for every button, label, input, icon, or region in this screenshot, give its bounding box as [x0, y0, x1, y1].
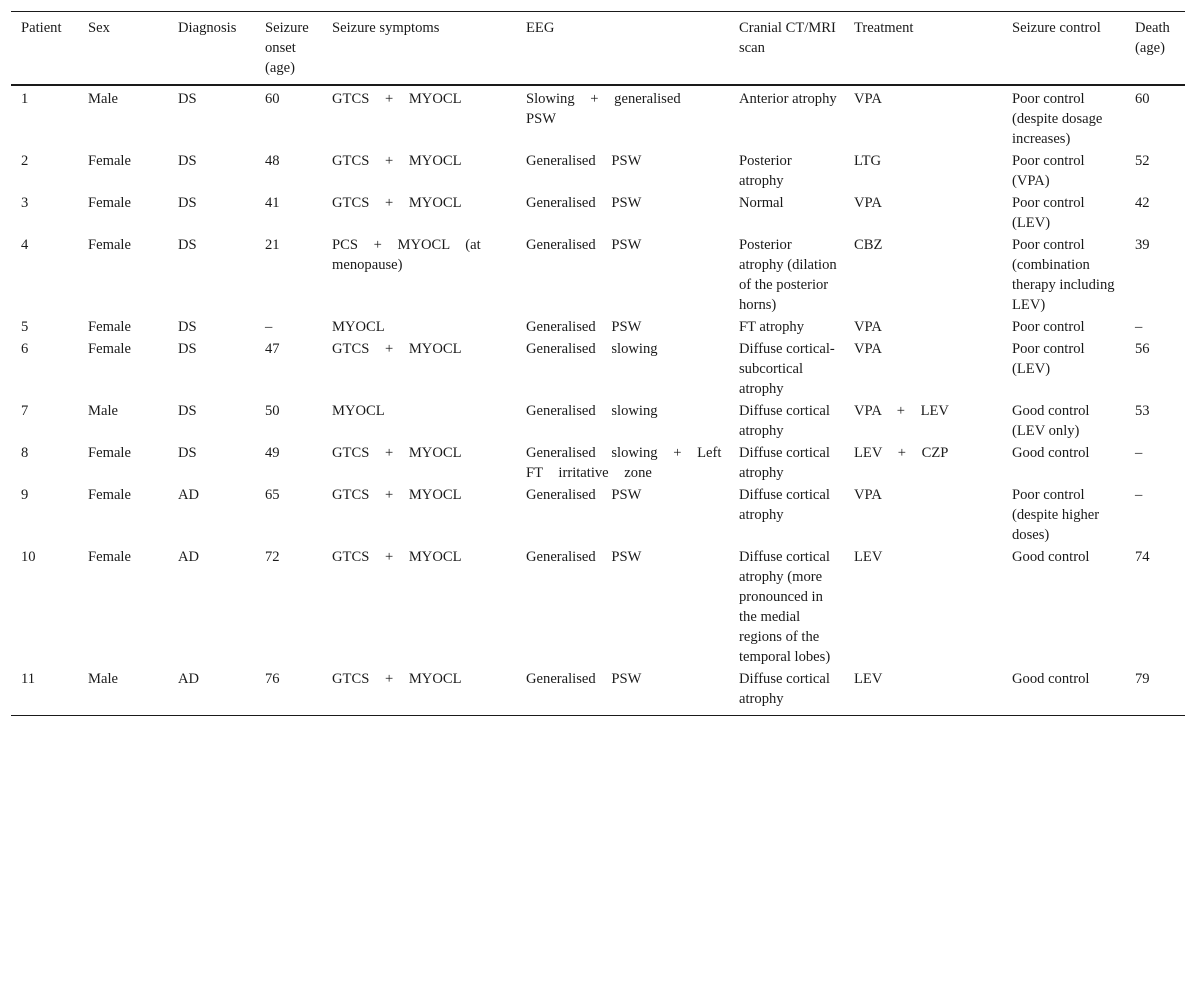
header-seizure-control: Seizure control: [1012, 20, 1101, 36]
cell-diagnosis: AD: [178, 671, 200, 687]
cell-seizure-control: Good control (LEV only): [1012, 403, 1090, 439]
cell-eeg: Generalised slowing: [526, 341, 658, 357]
cell-eeg: Generalised PSW: [526, 237, 642, 253]
cell-treatment: LEV + CZP: [854, 445, 949, 461]
cell-seizure-onset: 49: [265, 445, 280, 461]
cell-seizure-onset: 65: [265, 487, 280, 503]
cell-sex: Female: [88, 319, 131, 335]
cell-seizure-symptoms: GTCS + MYOCL: [332, 153, 462, 169]
cell-eeg: Generalised PSW: [526, 319, 642, 335]
table-row: [11, 85, 1185, 149]
cell-ct-mri: FT atrophy: [739, 319, 804, 335]
cell-seizure-onset: 50: [265, 403, 280, 419]
cell-sex: Male: [88, 671, 118, 687]
patient-table: [11, 11, 1185, 716]
table-row: [11, 545, 1185, 667]
table-row: [11, 315, 1185, 337]
cell-seizure-control: Poor control (combination therapy including LEV): [1012, 237, 1115, 313]
cell-seizure-control: Poor control (despite dosage increases): [1012, 91, 1103, 147]
cell-seizure-control: Poor control (LEV): [1012, 341, 1085, 377]
cell-death-age: 52: [1135, 153, 1150, 169]
cell-death-age: 53: [1135, 403, 1150, 419]
cell-ct-mri: Normal: [739, 195, 784, 211]
cell-seizure-onset: 60: [265, 91, 280, 107]
cell-diagnosis: AD: [178, 549, 200, 565]
cell-treatment: VPA: [854, 319, 882, 335]
header-row: [11, 12, 1185, 86]
patient-table-container: [11, 11, 1185, 716]
cell-eeg: Generalised PSW: [526, 549, 642, 565]
cell-diagnosis: DS: [178, 319, 197, 335]
cell-patient: 4: [21, 237, 29, 253]
cell-ct-mri: Diffuse cortical atrophy: [739, 671, 830, 707]
cell-seizure-symptoms: GTCS + MYOCL: [332, 671, 462, 687]
cell-sex: Female: [88, 195, 131, 211]
cell-seizure-control: Good control: [1012, 445, 1090, 461]
cell-death-age: –: [1135, 319, 1143, 335]
header-sex: Sex: [88, 20, 110, 36]
cell-treatment: VPA: [854, 91, 882, 107]
cell-treatment: LEV: [854, 549, 883, 565]
header-eeg: EEG: [526, 20, 555, 36]
header-seizure-symptoms: Seizure symptoms: [332, 20, 440, 36]
cell-eeg: Generalised PSW: [526, 487, 642, 503]
table-row: [11, 191, 1185, 233]
cell-eeg: Generalised PSW: [526, 153, 642, 169]
table-row: [11, 483, 1185, 545]
cell-seizure-onset: 21: [265, 237, 280, 253]
cell-patient: 1: [21, 91, 29, 107]
cell-treatment: LTG: [854, 153, 882, 169]
header-death-age: Death (age): [1135, 20, 1170, 56]
header-diagnosis: Diagnosis: [178, 20, 237, 36]
cell-seizure-onset: 76: [265, 671, 280, 687]
cell-seizure-symptoms: GTCS + MYOCL: [332, 341, 462, 357]
cell-eeg: Generalised PSW: [526, 195, 642, 211]
cell-death-age: 42: [1135, 195, 1150, 211]
cell-seizure-onset: –: [265, 319, 273, 335]
cell-ct-mri: Diffuse cortical atrophy: [739, 445, 830, 481]
cell-ct-mri: Diffuse cortical atrophy (more pronounced in the medial regions of the temporal lobes): [739, 549, 831, 665]
cell-eeg: Generalised slowing: [526, 403, 658, 419]
cell-sex: Female: [88, 487, 131, 503]
header-seizure-onset: Seizure onset (age): [265, 20, 309, 76]
cell-seizure-onset: 48: [265, 153, 280, 169]
cell-diagnosis: AD: [178, 487, 200, 503]
cell-eeg: Generalised slowing + Left FT irritative zone: [526, 445, 722, 481]
cell-ct-mri: Posterior atrophy: [739, 153, 792, 189]
cell-diagnosis: DS: [178, 341, 197, 357]
cell-patient: 2: [21, 153, 29, 169]
cell-seizure-onset: 72: [265, 549, 280, 565]
cell-diagnosis: DS: [178, 403, 197, 419]
cell-death-age: –: [1135, 487, 1143, 503]
cell-seizure-control: Poor control (LEV): [1012, 195, 1085, 231]
cell-ct-mri: Anterior atrophy: [739, 91, 837, 107]
cell-seizure-symptoms: PCS + MYOCL (at menopause): [332, 237, 481, 273]
cell-ct-mri: Posterior atrophy (dilation of the posterior horns): [739, 237, 837, 313]
cell-ct-mri: Diffuse cortical atrophy: [739, 487, 830, 523]
table-row: [11, 233, 1185, 315]
cell-death-age: 74: [1135, 549, 1150, 565]
cell-patient: 3: [21, 195, 29, 211]
cell-treatment: CBZ: [854, 237, 883, 253]
cell-treatment: VPA + LEV: [854, 403, 949, 419]
header-ct-mri: Cranial CT/MRI scan: [739, 20, 836, 56]
cell-seizure-control: Good control: [1012, 549, 1090, 565]
cell-patient: 7: [21, 403, 29, 419]
cell-diagnosis: DS: [178, 153, 197, 169]
cell-sex: Female: [88, 445, 131, 461]
cell-seizure-control: Good control: [1012, 671, 1090, 687]
table-body: [11, 85, 1185, 716]
cell-sex: Male: [88, 403, 118, 419]
cell-seizure-control: Poor control (VPA): [1012, 153, 1085, 189]
cell-seizure-onset: 47: [265, 341, 280, 357]
cell-sex: Female: [88, 341, 131, 357]
cell-death-age: 39: [1135, 237, 1150, 253]
cell-ct-mri: Diffuse cortical atrophy: [739, 403, 830, 439]
cell-seizure-symptoms: GTCS + MYOCL: [332, 91, 462, 107]
cell-diagnosis: DS: [178, 445, 197, 461]
cell-seizure-symptoms: GTCS + MYOCL: [332, 487, 462, 503]
cell-treatment: VPA: [854, 341, 882, 357]
table-row: [11, 149, 1185, 191]
cell-seizure-symptoms: MYOCL: [332, 319, 385, 335]
cell-diagnosis: DS: [178, 91, 197, 107]
cell-sex: Female: [88, 153, 131, 169]
table-header: [11, 12, 1185, 86]
cell-diagnosis: DS: [178, 195, 197, 211]
cell-patient: 8: [21, 445, 29, 461]
cell-seizure-symptoms: MYOCL: [332, 403, 385, 419]
cell-seizure-control: Poor control: [1012, 319, 1085, 335]
table-row: [11, 337, 1185, 399]
cell-patient: 9: [21, 487, 29, 503]
cell-seizure-onset: 41: [265, 195, 280, 211]
cell-eeg: Slowing + generalised PSW: [526, 91, 681, 127]
cell-death-age: 79: [1135, 671, 1150, 687]
cell-death-age: 56: [1135, 341, 1150, 357]
cell-patient: 6: [21, 341, 29, 357]
table-row: [11, 399, 1185, 441]
cell-patient: 5: [21, 319, 29, 335]
cell-seizure-symptoms: GTCS + MYOCL: [332, 445, 462, 461]
cell-sex: Male: [88, 91, 118, 107]
cell-treatment: VPA: [854, 195, 882, 211]
cell-death-age: –: [1135, 445, 1143, 461]
cell-seizure-symptoms: GTCS + MYOCL: [332, 195, 462, 211]
cell-treatment: VPA: [854, 487, 882, 503]
header-patient: Patient: [21, 20, 62, 36]
cell-treatment: LEV: [854, 671, 883, 687]
cell-eeg: Generalised PSW: [526, 671, 642, 687]
cell-diagnosis: DS: [178, 237, 197, 253]
cell-patient: 10: [21, 549, 36, 565]
table-row: [11, 667, 1185, 716]
header-treatment: Treatment: [854, 20, 914, 36]
cell-seizure-control: Poor control (despite higher doses): [1012, 487, 1100, 543]
cell-sex: Female: [88, 549, 131, 565]
cell-patient: 11: [21, 671, 36, 687]
table-row: [11, 441, 1185, 483]
cell-seizure-symptoms: GTCS + MYOCL: [332, 549, 462, 565]
cell-sex: Female: [88, 237, 131, 253]
cell-ct-mri: Diffuse cortical-subcortical atrophy: [739, 341, 835, 397]
cell-death-age: 60: [1135, 91, 1150, 107]
